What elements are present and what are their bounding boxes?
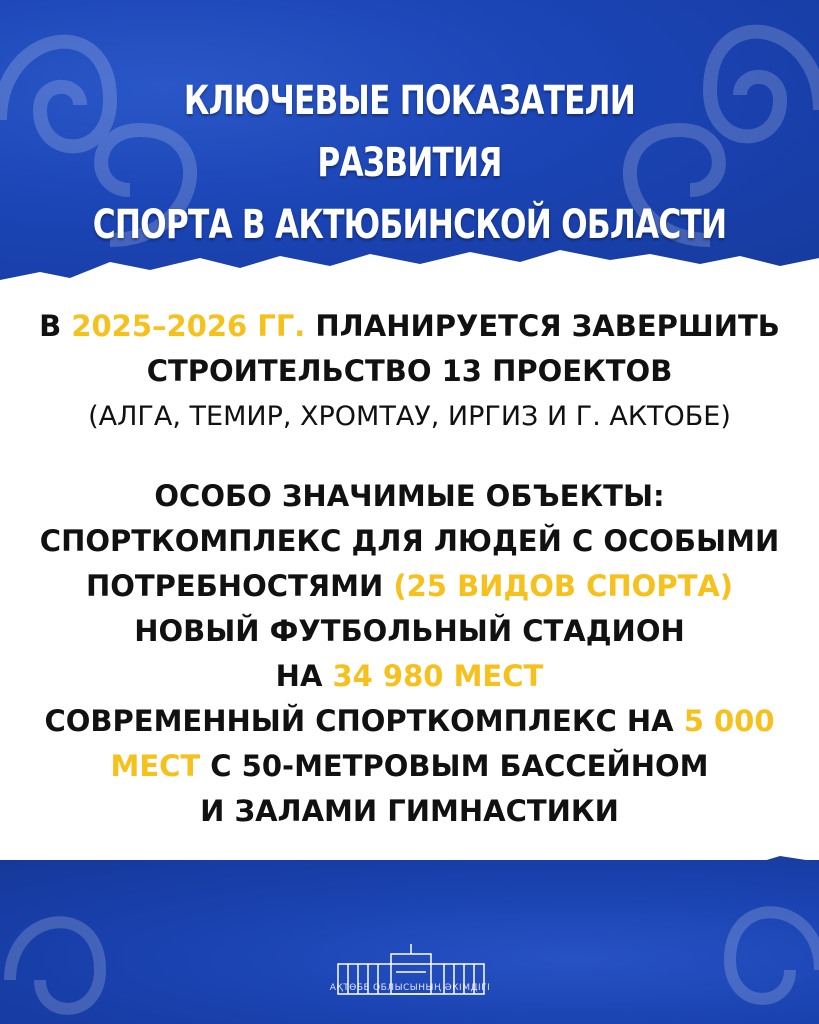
objects-line-3 <box>0 564 819 609</box>
projects-locations: (АЛГА, ТЕМИР, ХРОМТАУ, ИРГИЗ И Г. АКТОБЕ) <box>88 401 731 432</box>
highlight-capacity-unit: МЕСТ <box>110 749 201 783</box>
title-line-1: КЛЮЧЕВЫЕ ПОКАЗАТЕЛИ РАЗВИТИЯ <box>183 78 636 186</box>
text-fragment: С 50-МЕТРОВЫМ БАССЕЙНОМ <box>200 749 709 783</box>
title-line-2: СПОРТА В АКТЮБИНСКОЙ ОБЛАСТИ <box>92 202 727 248</box>
ornament-icon <box>640 870 819 1024</box>
header-band <box>0 0 819 290</box>
text-fragment: В <box>39 309 72 343</box>
highlight-years: 2025–2026 ГГ. <box>71 309 306 343</box>
highlight-capacity: 5 000 <box>683 704 775 738</box>
text-fragment: СОВРЕМЕННЫЙ СПОРТКОМПЛЕКС НА <box>44 704 684 738</box>
text-fragment: ПЛАНИРУЕТСЯ ЗАВЕРШИТЬ <box>305 309 780 343</box>
key-objects-heading: ОСОБО ЗНАЧИМЫЕ ОБЪЕКТЫ: <box>154 479 665 513</box>
ornament-icon <box>0 880 190 1024</box>
projects-line-2: СТРОИТЕЛЬСТВО 13 ПРОЕКТОВ <box>146 354 673 388</box>
objects-line-2: СПОРТКОМПЛЕКС ДЛЯ ЛЮДЕЙ С ОСОБЫМИ <box>39 524 780 558</box>
highlight-seats: 34 980 МЕСТ <box>332 659 544 693</box>
text-fragment: ПОТРЕБНОСТЯМИ <box>85 569 394 603</box>
text-fragment: НА <box>275 659 333 693</box>
projects-section <box>0 304 819 439</box>
objects-line-7 <box>0 744 819 789</box>
page-title <box>90 70 729 256</box>
objects-line-8: И ЗАЛАМИ ГИМНАСТИКИ <box>200 794 619 828</box>
key-objects-section <box>0 474 819 834</box>
projects-line-1 <box>0 304 819 349</box>
logo-caption: АҚТӨБЕ ОБЛЫСЫНЫҢ ӘКІМДІГІ <box>329 983 491 993</box>
government-building-icon <box>336 930 486 1010</box>
objects-line-4: НОВЫЙ ФУТБОЛЬНЫЙ СТАДИОН <box>134 614 685 648</box>
objects-line-5 <box>0 654 819 699</box>
highlight-sports: (25 ВИДОВ СПОРТА) <box>393 569 734 603</box>
objects-line-6 <box>0 699 819 744</box>
